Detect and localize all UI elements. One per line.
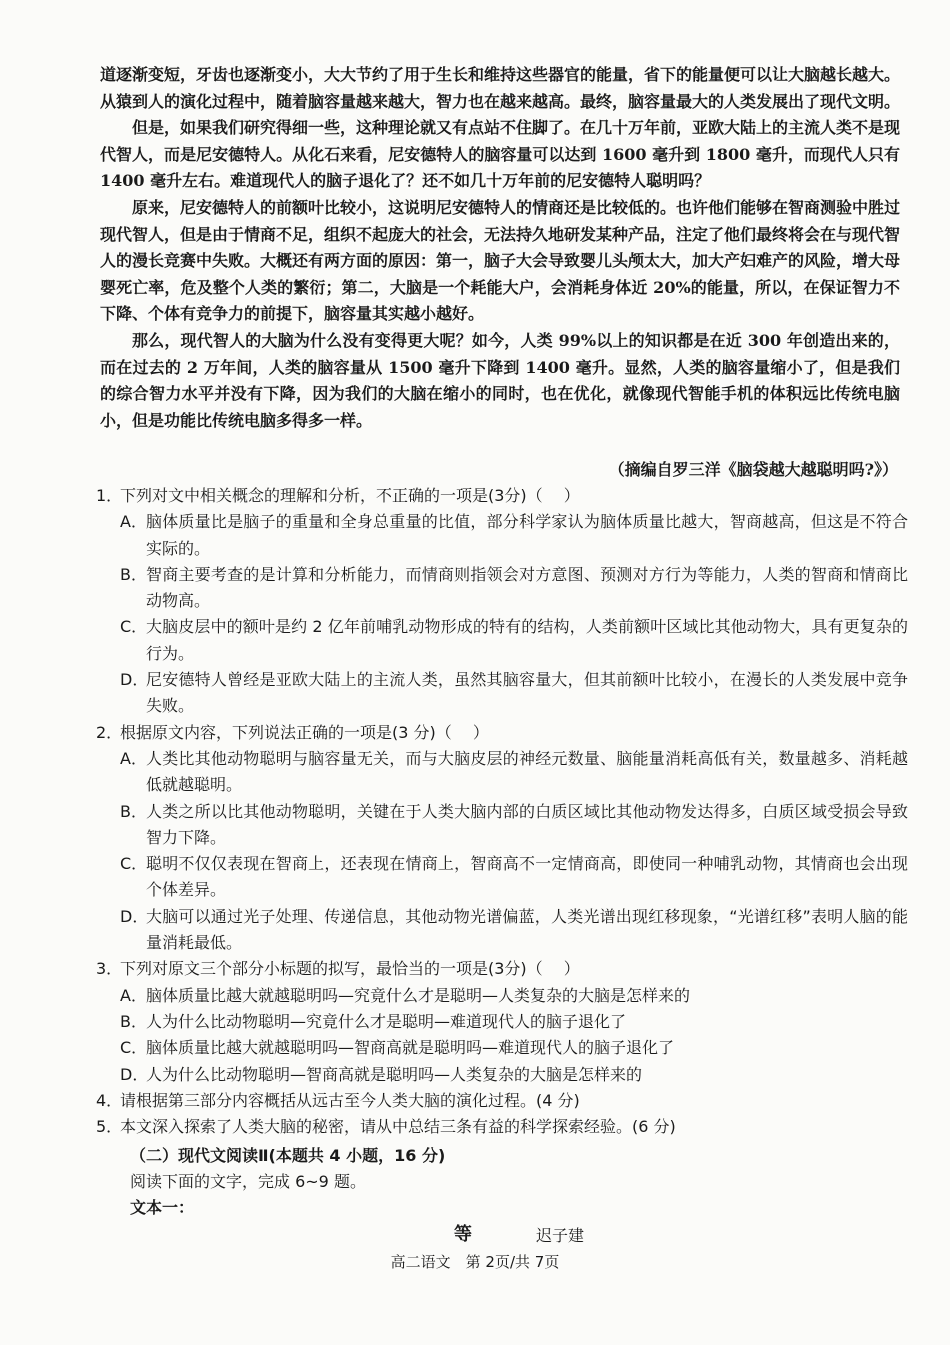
option-a <box>120 509 908 562</box>
passage-source: （摘编自罗三洋《脑袋越大越聪明吗?》） <box>608 460 898 479</box>
passage-paragraph: 那么，现代智人的大脑为什么没有变得更大呢？如今，人类 99%以上的知识都是在近 300 年创造出来的，而在过去的 2 万年间，人类的脑容量从 1500 毫升下降到 1400 毫升。显然，人类的脑容量缩小了，但是我们的综合智力水平并没有下降，因为我们的大脑在缩小的同时，也在优化，就像现代智能手机的体积远比传统电脑小，但是功能比传统电脑多得多一样。 <box>100 330 900 430</box>
option-letter: A． <box>120 748 147 768</box>
question-1 <box>96 483 908 509</box>
option-a <box>120 983 908 1009</box>
option-d <box>120 1062 908 1088</box>
option-letter: A． <box>120 985 147 1005</box>
story-author: 迟子建 <box>536 1226 585 1245</box>
page-footer: 高二语文 第 2页/共 7页 <box>390 1253 560 1271</box>
option-text: 脑体质量比是脑子的重量和全身总重量的比值，部分科学家认为脑体质量比越大，智商越高，但这是不符合实际的。 <box>146 512 908 558</box>
option-letter: C． <box>120 854 148 874</box>
option-b <box>120 799 908 852</box>
question-stem: 本文深入探索了人类大脑的秘密，请从中总结三条有益的科学探索经验。(6 分) <box>120 1117 676 1137</box>
question-stem: 根据原文内容，下列说法正确的一项是(3 分)（ ） <box>120 722 489 742</box>
section-heading: （二）现代文阅读Ⅱ(本题共 4 小题，16 分) <box>130 1146 446 1165</box>
question-stem: 下列对文中相关概念的理解和分析，不正确的一项是(3分)（ ） <box>120 486 580 505</box>
question-4 <box>96 1088 908 1114</box>
story-title: 等 <box>454 1224 472 1245</box>
option-text: 智商主要考查的是计算和分析能力，而情商则指领会对方意图、预测对方行为等能力，人类的智商和情商比动物高。 <box>146 564 908 611</box>
question-number: 1． <box>96 486 123 505</box>
question-number: 4． <box>96 1090 123 1110</box>
option-c <box>120 851 908 904</box>
passage-paragraph: 原来，尼安德特人的前额叶比较小，这说明尼安德特人的情商还是比较低的。也许他们能够在智商测验中胜过现代智人，但是由于情商不足，组织不起庞大的社会，无法持久地研发某种产品，注定了他们最终将会在与现代智人的漫长竞赛中失败。大概还有两方面的原因：第一，脑子大会导致婴儿头颅太大，加大产妇难产的风险，增大母婴死亡率，危及整个人类的繁衍；第二，大脑是一个耗能大户，会消耗身体近 20%的能量，所以，在保证智力不下降、个体有竞争力的前提下，脑容量其实越小越好。 <box>100 197 901 324</box>
question-stem: 下列对原文三个部分小标题的拟写，最恰当的一项是(3分)（ ） <box>120 959 580 979</box>
option-d <box>120 904 908 957</box>
option-a <box>120 746 908 799</box>
option-letter: B． <box>120 564 147 584</box>
option-letter: A． <box>120 512 147 532</box>
section-2-intro <box>130 1143 445 1221</box>
question-number: 2． <box>96 722 123 742</box>
option-c <box>120 614 908 667</box>
option-text: 人为什么比动物聪明—究竟什么才是聪明—难道现代人的脑子退化了 <box>146 1011 627 1031</box>
option-letter: C． <box>120 1038 148 1058</box>
option-letter: B． <box>120 801 147 821</box>
option-letter: D． <box>120 1064 149 1084</box>
option-c <box>120 1035 908 1061</box>
question-list <box>96 483 908 1140</box>
option-letter: D． <box>120 906 149 926</box>
option-text: 人为什么比动物聪明—智商高就是聪明吗—人类复杂的大脑是怎样来的 <box>146 1064 643 1084</box>
question-3 <box>96 956 908 982</box>
option-d <box>120 667 908 720</box>
option-b <box>120 562 908 615</box>
option-text: 尼安德特人曾经是亚欧大陆上的主流人类，虽然其脑容量大，但其前额叶比较小，在漫长的人类发展中竞争失败。 <box>146 670 908 716</box>
passage-paragraph: 但是，如果我们研究得细一些，这种理论就又有点站不住脚了。在几十万年前，亚欧大陆上的主流人类不是现代智人，而是尼安德特人。从化石来看，尼安德特人的脑容量可以达到 1600 毫升到 1800 毫升，而现代人只有 1400 毫升左右。难道现代人的脑子退化了？还不如几十万年前的尼安德特人聪明吗？ <box>100 118 901 191</box>
text-label: 文本一： <box>130 1198 195 1217</box>
option-b <box>120 1009 908 1035</box>
option-letter: D． <box>120 670 149 690</box>
passage-paragraph: 道逐渐变短，牙齿也逐渐变小，大大节约了用于生长和维持这些器官的能量，省下的能量便可以让大脑越长越大。从猿到人的演化过程中，随着脑容量越来越大，智力也在越来越高。最终，脑容量最大的人类发展出了现代文明。 <box>100 65 901 111</box>
option-text: 脑体质量比越大就越聪明吗—究竟什么才是聪明—人类复杂的大脑是怎样来的 <box>146 985 691 1005</box>
question-stem: 请根据第三部分内容概括从远古至今人类大脑的演化过程。(4 分) <box>120 1090 580 1110</box>
option-text: 大脑皮层中的额叶是约 2 亿年前哺乳动物形成的特有的结构，人类前额叶区域比其他动物大，具有更复杂的行为。 <box>146 617 908 663</box>
question-number: 5． <box>96 1117 123 1137</box>
section-instruction: 阅读下面的文字，完成 6~9 题。 <box>130 1172 366 1191</box>
option-text: 大脑可以通过光子处理、传递信息，其他动物光谱偏蓝，人类光谱出现红移现象，“光谱红移”表明人脑的能量消耗最低。 <box>146 906 908 953</box>
question-number: 3． <box>96 959 123 979</box>
option-text: 聪明不仅仅表现在智商上，还表现在情商上，智商高不一定情商高，即使同一种哺乳动物，其情商也会出现个体差异。 <box>146 854 908 900</box>
reading-passage <box>100 62 900 434</box>
option-text: 人类之所以比其他动物聪明，关键在于人类大脑内部的白质区域比其他动物发达得多，白质区域受损会导致智力下降。 <box>146 801 908 847</box>
option-text: 脑体质量比越大就越聪明吗—智商高就是聪明吗—难道现代人的脑子退化了 <box>146 1038 675 1058</box>
option-letter: C． <box>120 617 148 637</box>
option-text: 人类比其他动物聪明与脑容量无关，而与大脑皮层的神经元数量、脑能量消耗高低有关，数量越多、消耗越低就越聪明。 <box>146 748 908 795</box>
question-5 <box>96 1114 908 1140</box>
option-letter: B． <box>120 1011 147 1031</box>
question-2 <box>96 720 908 746</box>
